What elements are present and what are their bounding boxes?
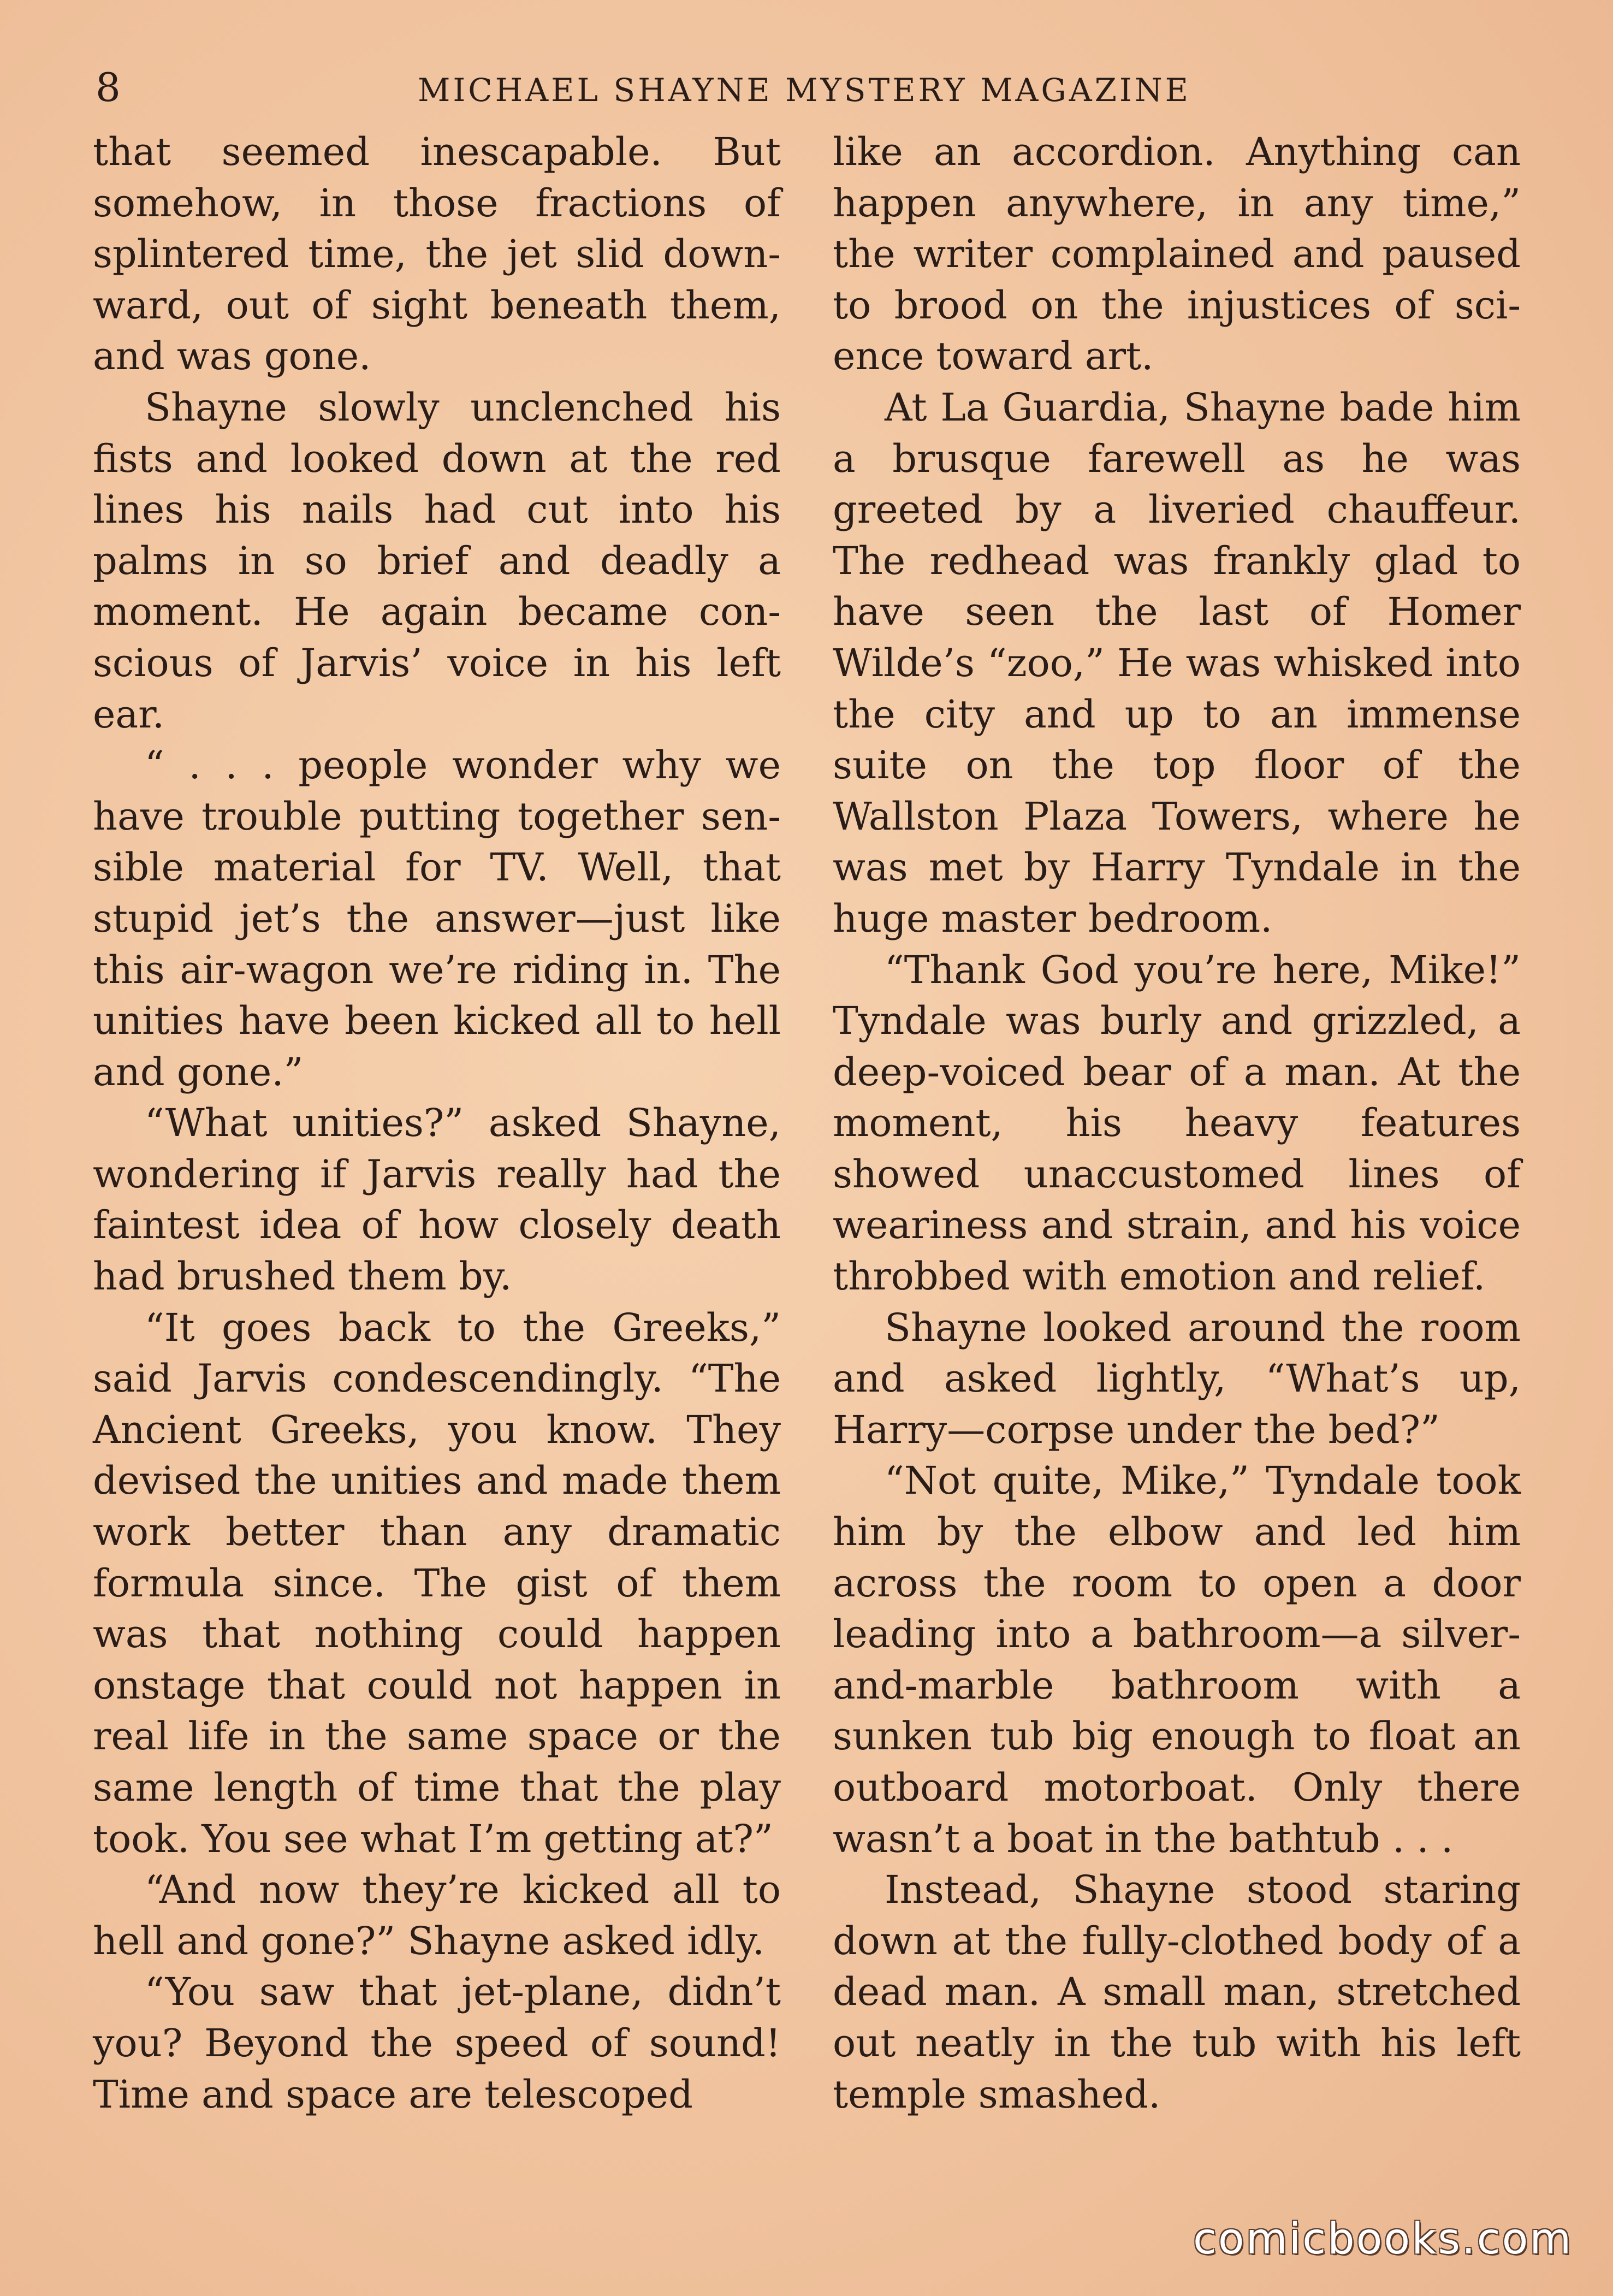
paragraph: “You saw that jet-plane, didn’t you? Beyond the speed of sound! Time and space are telescoped	[93, 1969, 781, 2117]
paragraph: Shayne slowly unclenched his fists and looked down at the red lines his nails had cut into his palms in so brief and deadly a moment. He again became conscious of Jarvis’ voice in his left ear.	[93, 384, 781, 737]
page-number: 8	[96, 64, 122, 110]
paragraph: Instead, Shayne stood staring down at the fully-clothed body of a dead man. A small man, stretched out neatly in the tub with his left temple smashed.	[833, 1867, 1521, 2117]
paragraph: “It goes back to the Greeks,” said Jarvis condescendingly. “The Ancient Greeks, you know. They devised the unities and made them work better than any dramatic formula since. The gist of them was that nothing could happen onstage that could not happen in real life in the same space or the same length of time that the play took. You see what I’m getting at?”	[93, 1305, 781, 1861]
running-head: MICHAEL SHAYNE MYSTERY MAGAZINE	[418, 72, 1191, 109]
paragraph: like an accordion. Anything can happen anywhere, in any time,” the writer complained and paused to brood on the injustices of science toward art.	[833, 129, 1521, 379]
paragraph: At La Guardia, Shayne bade him a brusque farewell as he was greeted by a liveried chauffeur. The redhead was frankly glad to have seen the last of Homer Wilde’s “zoo,” He was whisked into the city and up to an immense suite on the top floor of the Wallston Plaza Towers, where he was met by Harry Tyndale in the huge master bedroom.	[833, 384, 1521, 941]
paragraph: “And now they’re kicked all to hell and gone?” Shayne asked idly.	[93, 1867, 781, 1963]
paragraph: “What unities?” asked Shayne, wondering if Jarvis really had the faintest idea of how closely death had brushed them by.	[93, 1100, 781, 1299]
paragraph: that seemed inescapable. But somehow, in those fractions of splintered time, the jet slid downward, out of sight beneath them, and was gone.	[93, 129, 781, 379]
page-header	[96, 63, 1526, 112]
paragraph: “Not quite, Mike,” Tyndale took him by the elbow and led him across the room to open a door leading into a bathroom—a silver-and-marble bathroom with a sunken tub big enough to float an outboard motorboat. Only there wasn’t a boat in the bathtub . . .	[833, 1458, 1521, 1861]
paragraph: “Thank God you’re here, Mike!” Tyndale was burly and grizzled, a deep-voiced bear of a man. At the moment, his heavy features showed unaccustomed lines of weariness and strain, and his voice throbbed with emotion and relief.	[833, 947, 1521, 1299]
watermark-logo: comicbooks.com	[1193, 2215, 1573, 2264]
paragraph: “ . . . people wonder why we have trouble putting together sensible material for TV. Well, that stupid jet’s the answer—just like this air-wagon we’re riding in. The unities have been kicked all to hell and gone.”	[93, 743, 781, 1094]
paragraph: Shayne looked around the room and asked lightly, “What’s up, Harry—corpse under the bed?”	[833, 1305, 1521, 1452]
right-column	[833, 127, 1521, 2120]
left-column	[93, 127, 781, 2120]
